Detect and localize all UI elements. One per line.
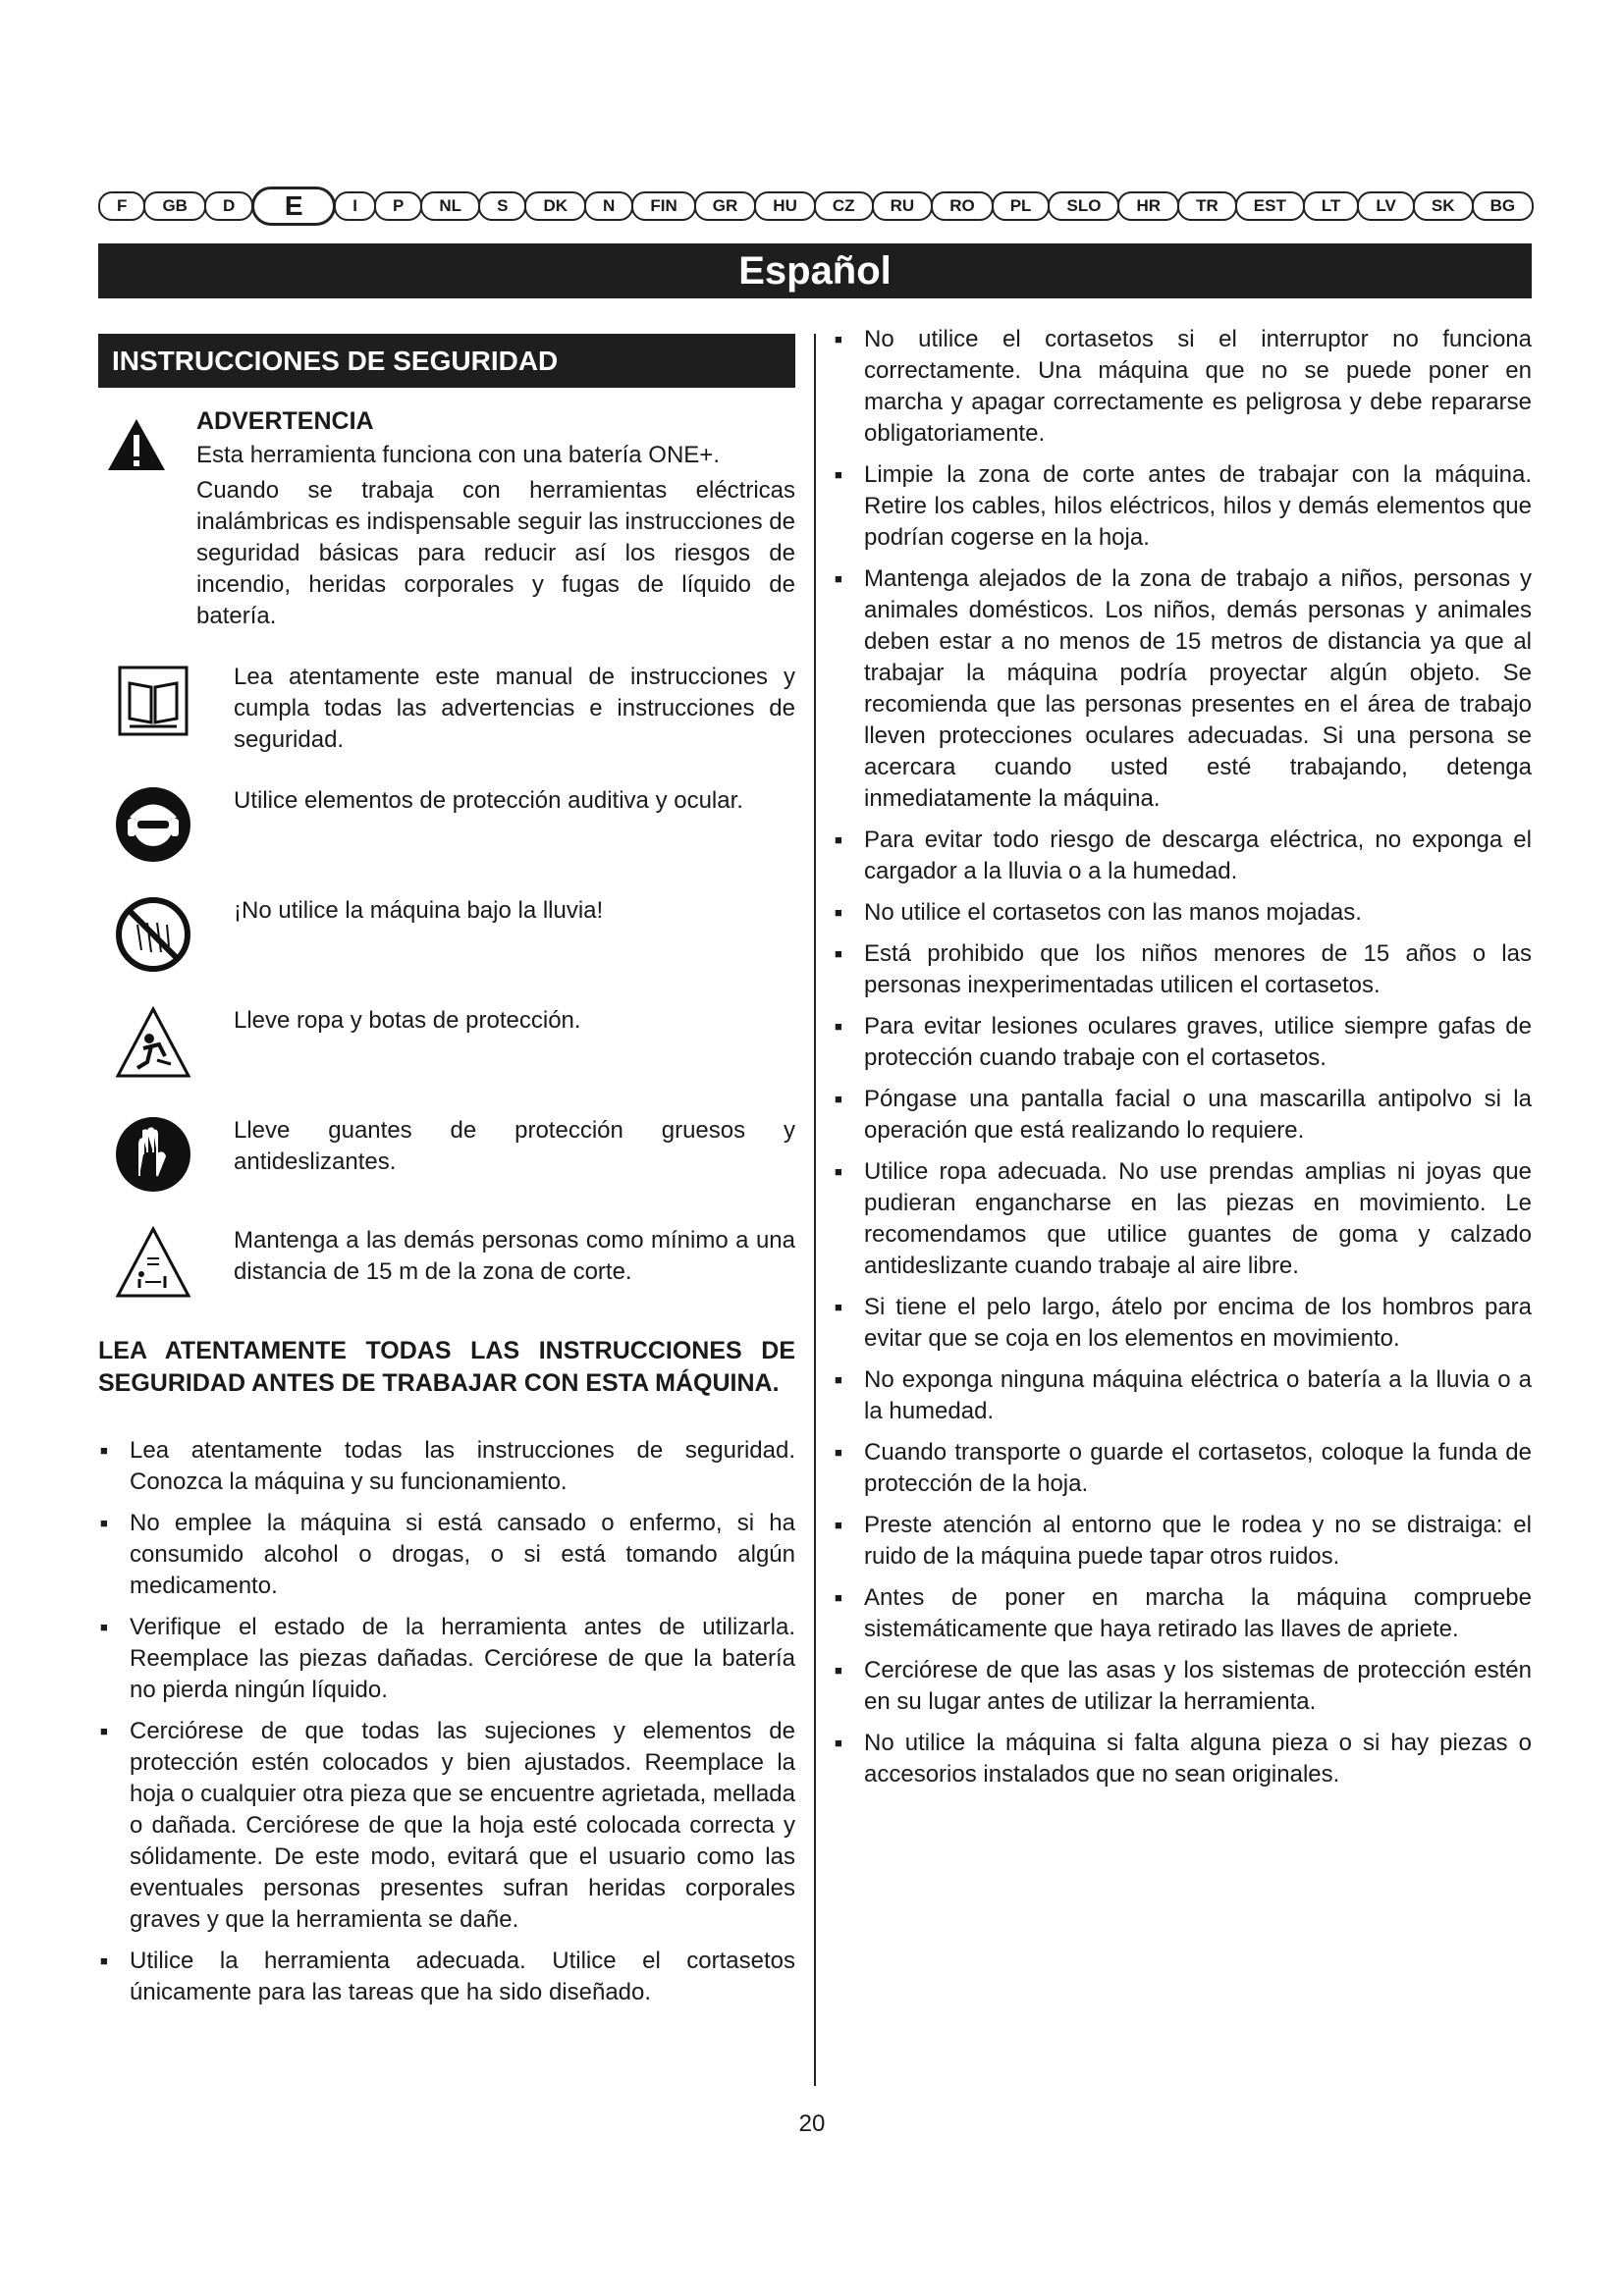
manual-icon	[114, 662, 192, 740]
language-tab-gr[interactable]: GR	[694, 191, 757, 221]
list-item: ■ No emplee la máquina si está cansado o enfermo, si ha consumido alcohol o drogas, o si está tomando algún medicamento.	[98, 1508, 795, 1602]
language-tab-d[interactable]: D	[204, 191, 253, 221]
right-column	[833, 324, 1532, 1800]
symbol-row	[98, 1225, 795, 1306]
list-item: ■ Preste atención al entorno que le rodea y no se distraiga: el ruido de la máquina puede tapar otros ruidos.	[833, 1510, 1532, 1573]
language-tab-tr[interactable]: TR	[1177, 191, 1237, 221]
warning-text-1: Esta herramienta funciona con una batería ONE+.	[196, 442, 720, 468]
symbol-row	[98, 1005, 795, 1086]
left-column	[98, 334, 795, 2018]
gloves-icon	[114, 1115, 192, 1194]
warning-title: ADVERTENCIA	[196, 407, 374, 435]
list-item: ■ Lea atentamente todas las instrucciones de seguridad. Conozca la máquina y su funcionamiento.	[98, 1435, 795, 1498]
language-tab-f[interactable]: F	[98, 191, 145, 221]
list-item: ■ Utilice la herramienta adecuada. Utilice el cortasetos únicamente para las tareas que ha sido diseñado.	[98, 1946, 795, 2008]
symbol-text: Lea atentamente este manual de instrucciones y cumpla todas las advertencias e instrucciones de seguridad.	[234, 664, 795, 753]
list-item: ■ Cerciórese de que todas las sujeciones y elementos de protección estén colocados y bien ajustados. Reemplace la hoja o cualquier otra pieza que se encuentre agrietada, mellada o dañada. Cerciórese de que la hoja esté colocada correcta y sólidamente. De este modo, evitará que el usuario como las eventuales personas presentes sufran heridas corporales graves y que la herramienta se dañe.	[98, 1716, 795, 1936]
column-divider	[814, 334, 816, 2086]
language-tab-est[interactable]: EST	[1235, 191, 1305, 221]
list-item: ■ Utilice ropa adecuada. No use prendas amplias ni joyas que pudieran engancharse en las piezas en movimiento. Le recomendamos que utilice guantes de goma y calzado antideslizante cuando trabaje al aire libre.	[833, 1156, 1532, 1282]
symbol-text: ¡No utilice la máquina bajo la lluvia!	[234, 897, 604, 924]
warning-triangle-icon	[106, 417, 167, 472]
page-number: 20	[798, 2110, 826, 2137]
language-tab-p[interactable]: P	[374, 191, 422, 221]
language-tab-ro[interactable]: RO	[931, 191, 994, 221]
list-item: ■ Limpie la zona de corte antes de trabajar con la máquina. Retire los cables, hilos eléctricos, hilos y demás elementos que podrían cogerse en la hoja.	[833, 459, 1532, 554]
right-bullet-list	[833, 324, 1532, 1790]
symbol-row	[98, 785, 795, 866]
language-selector	[98, 188, 1532, 224]
language-tab-hr[interactable]: HR	[1117, 191, 1179, 221]
list-item: ■ No utilice el cortasetos con las manos mojadas.	[833, 897, 1532, 929]
list-item: ■ Si tiene el pelo largo, átelo por encima de los hombros para evitar que se coja en los elementos en movimiento.	[833, 1292, 1532, 1355]
list-item: ■ Antes de poner en marcha la máquina compruebe sistemáticamente que haya retirado las llaves de apriete.	[833, 1582, 1532, 1645]
language-tab-ru[interactable]: RU	[872, 191, 934, 221]
language-tab-s[interactable]: S	[478, 191, 526, 221]
ear-eye-protection-icon	[114, 785, 192, 864]
list-item: ■ Cuando transporte o guarde el cortasetos, coloque la funda de protección de la hoja.	[833, 1437, 1532, 1500]
list-item: ■ Para evitar todo riesgo de descarga eléctrica, no exponga el cargador a la lluvia o a la humedad.	[833, 825, 1532, 887]
language-tab-nl[interactable]: NL	[420, 191, 480, 221]
symbol-row	[98, 662, 795, 756]
list-item: ■ Cerciórese de que las asas y los sistemas de protección estén en su lugar antes de utilizar la herramienta.	[833, 1655, 1532, 1718]
distance-warning-icon	[114, 1225, 192, 1304]
language-tab-i[interactable]: I	[334, 191, 376, 221]
warning-text-2: Cuando se trabaja con herramientas eléctricas inalámbricas es indispensable seguir las instrucciones de seguridad básicas para reducir así los riesgos de incendio, heridas corporales y fugas de líquido de batería.	[196, 477, 795, 629]
language-tab-pl[interactable]: PL	[992, 191, 1051, 221]
list-item: ■ No utilice el cortasetos si el interruptor no funciona correctamente. Una máquina que no se puede poner en marcha y apagar correctamente es peligrosa y debe repararse obligatoriamente.	[833, 324, 1532, 450]
left-bullet-list	[98, 1435, 795, 2008]
language-tab-slo[interactable]: SLO	[1048, 191, 1119, 221]
language-tab-n[interactable]: N	[584, 191, 633, 221]
language-tab-bg[interactable]: BG	[1472, 191, 1535, 221]
language-tab-fin[interactable]: FIN	[631, 191, 695, 221]
symbol-row	[98, 895, 795, 976]
list-item: ■ No exponga ninguna máquina eléctrica o batería a la lluvia o a la humedad.	[833, 1364, 1532, 1427]
language-tab-cz[interactable]: CZ	[814, 191, 874, 221]
list-item: ■ Está prohibido que los niños menores de 15 años o las personas inexperimentadas utilicen el cortasetos.	[833, 938, 1532, 1001]
section-title: INSTRUCCIONES DE SEGURIDAD	[98, 334, 795, 388]
list-item: ■ Póngase una pantalla facial o una mascarilla antipolvo si la operación que está realizando lo requiere.	[833, 1084, 1532, 1147]
protective-clothing-icon	[114, 1005, 192, 1084]
list-item: ■ Mantenga alejados de la zona de trabajo a niños, personas y animales domésticos. Los niños, demás personas y animales deben estar a no menos de 15 metros de distancia ya que al trabajar la máquina podría proyectar algún objeto. Se recomienda que las personas presentes en el área de trabajo lleven protecciones oculares adecuadas. Si una persona se acercara cuando usted esté trabajando, detenga inmediatamente la máquina.	[833, 563, 1532, 815]
language-tab-hu[interactable]: HU	[754, 191, 816, 221]
list-item: ■ Para evitar lesiones oculares graves, utilice siempre gafas de protección cuando trabaje con el cortasetos.	[833, 1011, 1532, 1074]
language-tab-sk[interactable]: SK	[1413, 191, 1474, 221]
language-tab-gb[interactable]: GB	[143, 191, 206, 221]
symbol-text: Lleve ropa y botas de protección.	[234, 1007, 581, 1034]
language-tab-e[interactable]: E	[251, 187, 336, 226]
warning-block	[98, 407, 795, 632]
symbol-text: Lleve guantes de protección gruesos y antideslizantes.	[234, 1117, 795, 1175]
language-tab-lv[interactable]: LV	[1357, 191, 1415, 221]
symbol-list	[98, 662, 795, 1306]
symbol-row	[98, 1115, 795, 1196]
read-instructions-notice: LEA ATENTAMENTE TODAS LAS INSTRUCCIONES DE SEGURIDAD ANTES DE TRABAJAR CON ESTA MÁQUINA.	[98, 1337, 795, 1397]
language-tab-dk[interactable]: DK	[524, 191, 586, 221]
language-tab-lt[interactable]: LT	[1303, 191, 1360, 221]
symbol-text: Mantenga a las demás personas como mínimo a una distancia de 15 m de la zona de corte.	[234, 1227, 795, 1285]
language-title: Español	[98, 243, 1532, 298]
list-item: ■ No utilice la máquina si falta alguna pieza o si hay piezas o accesorios instalados que no sean originales.	[833, 1728, 1532, 1790]
no-rain-icon	[114, 895, 192, 974]
symbol-text: Utilice elementos de protección auditiva y ocular.	[234, 787, 743, 814]
list-item: ■ Verifique el estado de la herramienta antes de utilizarla. Reemplace las piezas dañadas. Cerciórese de que la batería no pierda ningún líquido.	[98, 1612, 795, 1706]
